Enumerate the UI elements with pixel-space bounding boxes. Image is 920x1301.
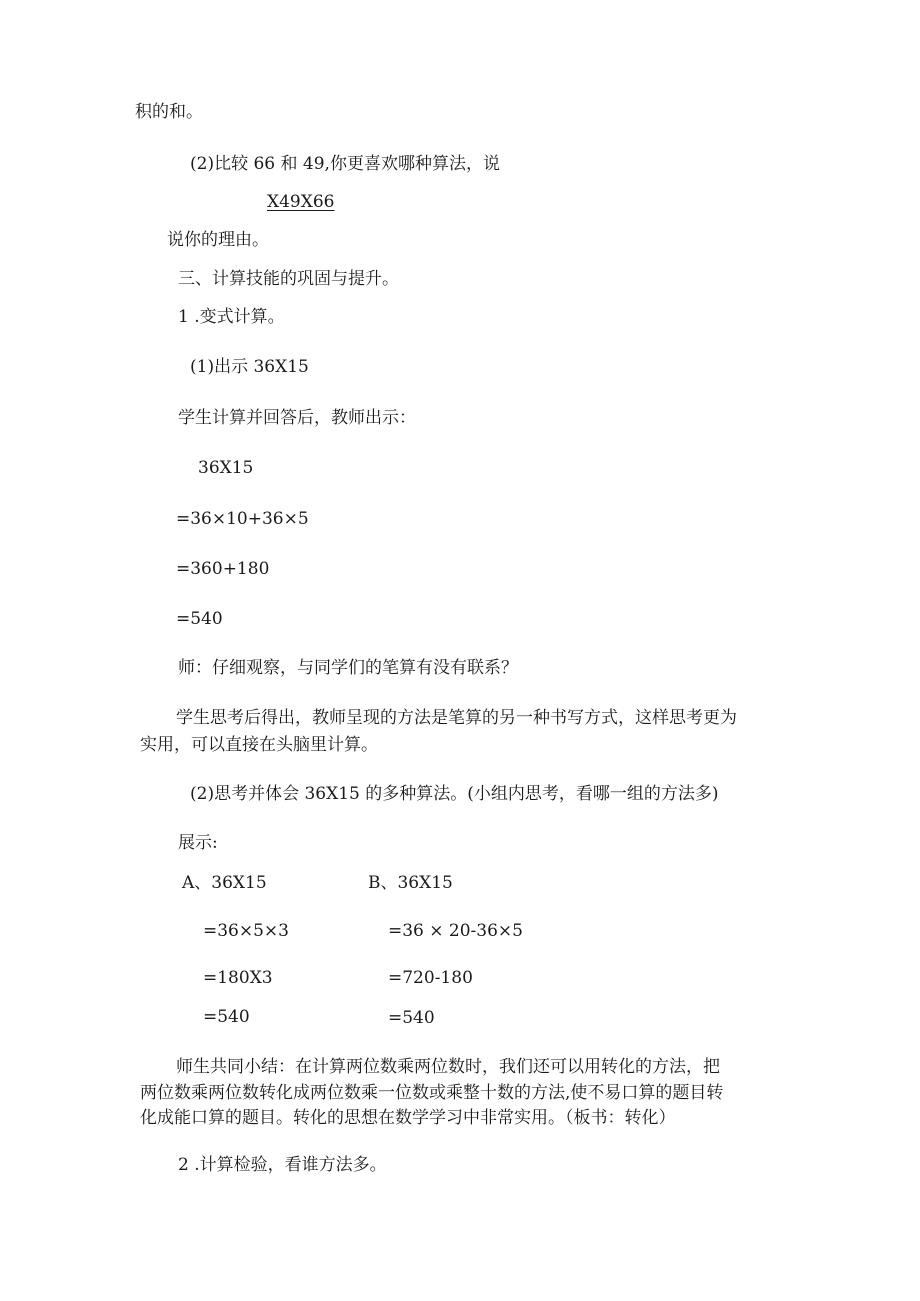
text-line: 学生计算并回答后，教师出示：: [178, 408, 416, 428]
method-b-line: =720-180: [388, 968, 473, 988]
paragraph-line: 师生共同小结：在计算两位数乘两位数时，我们还可以用转化的方法，把: [176, 1057, 720, 1077]
equation-line: =540: [176, 609, 223, 629]
method-a-line: =36×5×3: [203, 921, 289, 941]
equation-line: 36X15: [198, 458, 254, 478]
method-a-line: =540: [203, 1007, 250, 1027]
text-line: 积的和。: [135, 102, 203, 122]
underlined-expression: X49X66: [267, 192, 335, 212]
method-b-line: =36 × 20-36×5: [388, 921, 523, 941]
paragraph-line: 实用，可以直接在头脑里计算。: [140, 735, 378, 755]
section-heading: 三、计算技能的巩固与提升。: [178, 269, 399, 289]
method-b-line: =540: [388, 1008, 435, 1028]
text-line: 说你的理由。: [167, 230, 269, 250]
method-a-line: A、36X15: [182, 873, 267, 893]
subsection-heading: 2 .计算检验，看谁方法多。: [178, 1155, 387, 1175]
method-b-line: B、36X15: [368, 873, 453, 893]
text-line: (1)出示 36X15: [190, 357, 309, 377]
paragraph-line: 两位数乘两位数转化成两位数乘一位数或乘整十数的方法,使不易口算的题目转: [140, 1083, 724, 1103]
method-a-line: =180X3: [203, 968, 273, 988]
subsection-heading: 1 .变式计算。: [178, 307, 285, 327]
equation-line: =36×10+36×5: [176, 509, 309, 529]
paragraph-line: 学生思考后得出，教师呈现的方法是笔算的另一种书写方式，这样思考更为: [176, 708, 737, 728]
text-line: 师：仔细观察，与同学们的笔算有没有联系？: [178, 658, 518, 678]
text-line: (2)思考并体会 36X15 的多种算法。(小组内思考，看哪一组的方法多): [190, 784, 719, 804]
text-line: (2)比较 66 和 49,你更喜欢哪种算法，说: [190, 154, 500, 174]
text-line: 展示:: [178, 833, 218, 853]
equation-line: =360+180: [176, 559, 270, 579]
paragraph-line: 化成能口算的题目。转化的思想在数学学习中非常实用。（板书：转化）: [140, 1108, 676, 1128]
